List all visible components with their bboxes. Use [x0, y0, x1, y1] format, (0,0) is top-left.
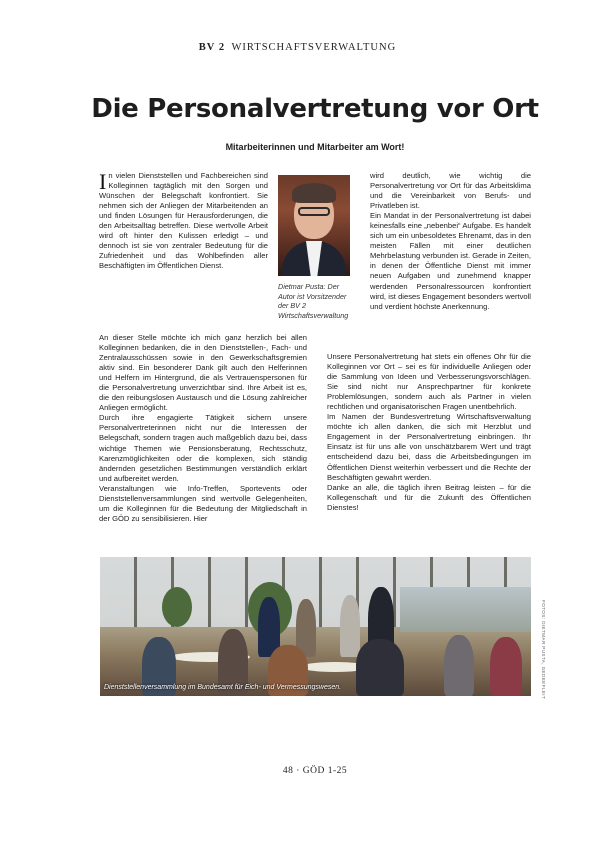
right-column-bottom	[327, 352, 531, 513]
photo-city-view	[400, 587, 531, 632]
photo-credit: FOTOS: DIETMAR PUSTA, GEDEEFLEIT	[541, 600, 546, 700]
left-paragraph-2: An dieser Stelle möchte ich mich ganz herzlich bei allen Kolleginnen bedanken, die in den Dienststellen-, Fach- und Zentralausschüssen sowie in den Gewerkschaftsgremien aktiv sind. Ein besonderer Dank gilt auch den Helferinnen und Helfern im Hintergrund, die als Vertrauenspersonen für die Personalvertretung unverzichtbar sind. Ihre Arbeit ist es, die den reibungslosen Austausch und die Lösung zahlreicher Anliegen ermöglicht.	[99, 333, 307, 413]
left-column-top	[99, 171, 268, 271]
photo-person	[340, 595, 360, 657]
photo-plant	[162, 587, 192, 627]
left-paragraph-4: Veranstaltungen wie Info-Treffen, Sportevents oder Dienststellenversammlungen sind wertvolle Gelegenheiten, um die Kolleginnen für die Bedeutung der Mitgliedschaft in der GÖD zu sensibilisieren. Hier	[99, 483, 307, 523]
right-paragraph-4: Im Namen der Bundesvertretung Wirtschaftsverwaltung möchte ich allen danken, die sich mit Herzblut und Engagement in der Personalvertretung einbringen. Ihr Einsatz ist für uns alle von unschätzbarem Wert und trägt entscheidend dazu bei, dass die Arbeitsbedingungen im Öffentlichen Dienst weiterhin verbessert und die Rechte der Beschäftigten gewahrt werden.	[327, 412, 531, 482]
left-paragraph-1: n vielen Dienststellen und Fachbereichen sind Kolleginnen tagtäglich mit den Sorgen und Wünschen der Belegschaft konfrontiert. Sie nehmen sich der Anliegen der Mitarbeitenden an und finden Lösungen für Herausforderungen, die den Arbeitsalltag betreffen. Diese wertvolle Arbeit wird oft hinter den Kulissen erledigt – und dennoch ist sie von zentraler Bedeutung für die Zufriedenheit und das Wohlbefinden aller Beschäftigten im Öffentlichen Dienst.	[99, 171, 268, 271]
photo-person	[444, 635, 474, 696]
section-code: BV 2	[198, 42, 226, 53]
event-photo	[100, 557, 531, 696]
footer-separator: ·	[296, 766, 300, 776]
left-column-bottom	[99, 333, 307, 524]
article-subtitle: Mitarbeiterinnen und Mitarbeiter am Wort!	[225, 142, 405, 152]
right-paragraph-5: Danke an alle, die täglich ihren Beitrag leisten – für die Kollegenschaft und für die Zukunft des Öffentlichen Dienstes!	[327, 482, 531, 512]
issue-label: GÖD 1-25	[302, 766, 348, 776]
section-name: WIRTSCHAFTSVERWALTUNG	[231, 42, 397, 53]
portrait-hair	[292, 183, 336, 203]
article-title: Die Personalvertretung vor Ort	[91, 94, 539, 124]
photo-person	[490, 637, 522, 696]
section-label	[0, 42, 595, 53]
right-paragraph-3: Unsere Personalvertretung hat stets ein offenes Ohr für die Kolleginnen vor Ort – sei es für individuelle Anliegen oder die Sammlung von Ideen und Verbesserungsvorschlägen. Sie sind nicht nur Ansprechpartner für konkrete Problemlösungen, sondern auch als Partner in vielen rechtlichen und organisatorischen Fragen unentbehrlich.	[327, 352, 531, 412]
page-footer	[0, 766, 595, 776]
right-paragraph-2: Ein Mandat in der Personalvertretung ist dabei keinesfalls eine „nebenbei“ Aufgabe. Es handelt sich um ein unbesoldetes Ehrenamt, das in den meisten Fällen mit einer deutlichen Mehrbelastung verbunden ist. Gerade in Zeiten, in denen der Öffentliche Dienst mit immer neuen Aufgaben und zunehmend knapper werdenden Personalressourcen konfrontiert wird, ist dieses Engagement besonders wertvoll und verdient höchste Anerkennung.	[370, 211, 531, 311]
portrait-glasses	[298, 207, 330, 216]
right-paragraph-1: wird deutlich, wie wichtig die Personalvertretung vor Ort für das Arbeitsklima und die Vereinbarkeit von Berufs- und Privatleben ist.	[370, 171, 531, 211]
photo-caption: Dienststellenversammlung im Bundesamt für Eich- und Vermessungswesen.	[104, 684, 342, 691]
dropcap: I	[99, 169, 107, 194]
right-column-top	[370, 171, 531, 312]
left-paragraph-3: Durch ihre engagierte Tätigkeit sichern unsere Personalvertreterinnen nicht nur die Interessen der Belegschaft, sondern tragen auch maßgeblich dazu bei, dass wichtige Themen wie Pensionsberatung, Rechtsschutz, Karenzmöglichkeiten oder die komplexen, sich ständig ändernden gesetzlichen Bestimmungen verständlich erklärt und aufbereitet werden.	[99, 413, 307, 483]
author-portrait	[278, 175, 350, 276]
page-number: 48	[282, 766, 294, 776]
portrait-caption: Dietmar Pusta: Der Autor ist Vorsitzender der BV 2 Wirtschaftsverwaltung	[278, 282, 349, 320]
